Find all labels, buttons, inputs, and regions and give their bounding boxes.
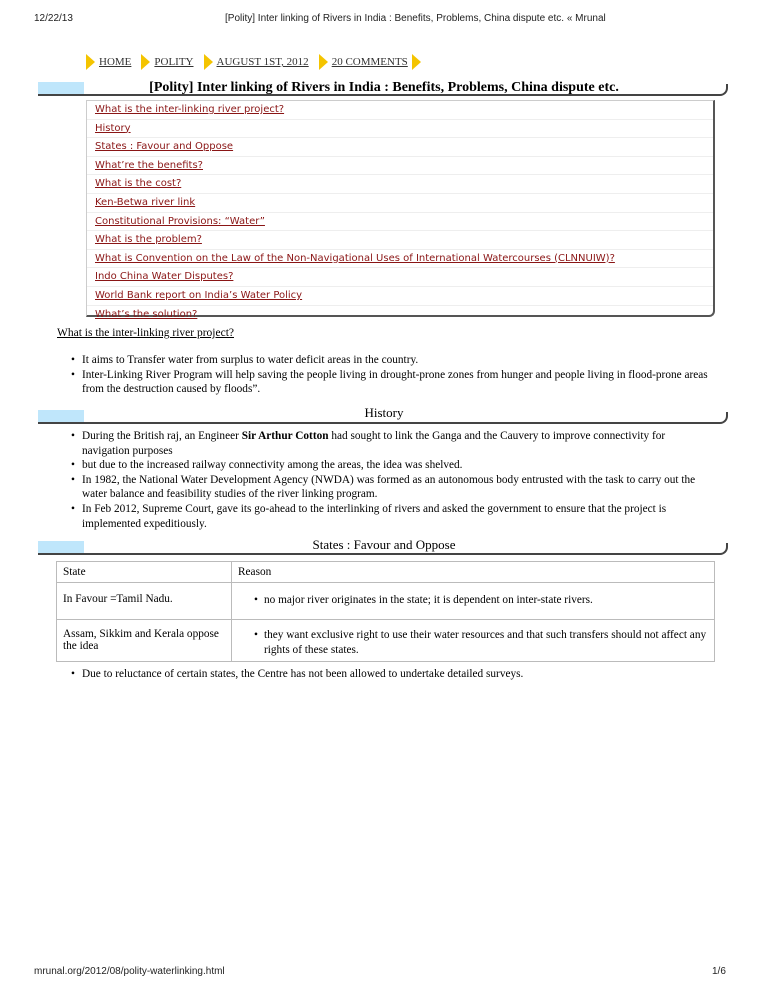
table-row — [57, 620, 715, 662]
list-item: • Inter-Linking River Program will help saving the people living in drought-prone zones from hunger and people living in flood-prone areas from the destruction caused by floods”. — [69, 368, 715, 397]
toc-link[interactable]: History — [87, 120, 713, 139]
chevron-right-icon — [141, 54, 150, 70]
chevron-right-icon — [412, 54, 421, 70]
states-heading: States : Favour and Oppose — [312, 537, 456, 552]
breadcrumb-comments[interactable]: 20 COMMENTS — [328, 56, 412, 68]
list-item: • Due to reluctance of certain states, the Centre has not been allowed to undertake detailed surveys. — [69, 667, 715, 682]
print-page-title: [Polity] Inter linking of Rivers in India : Benefits, Problems, China dispute etc. « Mrunal — [225, 13, 606, 24]
page-title: [Polity] Inter linking of Rivers in India : Benefits, Problems, China dispute etc. — [149, 80, 619, 95]
interlinking-list — [69, 353, 715, 397]
toc-link[interactable]: Constitutional Provisions: “Water” — [87, 213, 713, 232]
chevron-right-icon — [204, 54, 213, 70]
print-url: mrunal.org/2012/08/polity-waterlinking.html — [34, 966, 225, 977]
toc-link[interactable]: States : Favour and Oppose — [87, 138, 713, 157]
breadcrumb — [86, 54, 427, 70]
toc-link[interactable]: What is the inter-linking river project? — [87, 101, 713, 120]
section-heading-interlinking: What is the inter-linking river project? — [57, 327, 234, 339]
breadcrumb-date[interactable]: AUGUST 1ST, 2012 — [213, 56, 313, 68]
table-row — [57, 583, 715, 620]
print-page-number: 1/6 — [712, 966, 726, 977]
history-list — [69, 429, 715, 531]
print-date: 12/22/13 — [34, 13, 73, 24]
toc-link[interactable]: What’s the solution? — [95, 308, 198, 320]
states-after-list — [69, 667, 715, 682]
list-item: • but due to the increased railway connectivity among the areas, the idea was shelved. — [69, 458, 715, 473]
column-header-reason: Reason — [232, 562, 715, 583]
column-header-state: State — [57, 562, 232, 583]
chevron-right-icon — [86, 54, 95, 70]
reason-item: • no major river originates in the state; it is dependent on inter-state rivers. — [238, 593, 708, 608]
table-header-row — [57, 562, 715, 583]
toc-link[interactable]: Indo China Water Disputes? — [87, 268, 713, 287]
toc-link[interactable]: What is the cost? — [87, 175, 713, 194]
list-item: • In 1982, the National Water Development Agency (NWDA) was formed as an autonomous body entrusted with the task to carry out the water balance and feasibility studies of the river linking program. — [69, 473, 715, 502]
state-cell: Assam, Sikkim and Kerala oppose the idea — [57, 620, 232, 662]
history-heading: History — [364, 405, 404, 420]
states-table — [56, 561, 715, 662]
toc-link[interactable]: What is Convention on the Law of the Non-Navigational Uses of International Watercourses (CLNNUIW)? — [87, 250, 713, 269]
toc-link[interactable]: What is the problem? — [87, 231, 713, 250]
state-cell: In Favour =Tamil Nadu. — [57, 583, 232, 620]
table-of-contents — [86, 100, 715, 320]
reason-item: • they want exclusive right to use their water resources and that such transfers should not affect any rights of these states. — [238, 628, 708, 657]
list-item: • During the British raj, an Engineer Sir Arthur Cotton had sought to link the Ganga and the Cauvery to improve connectivity for navigation purposes — [69, 429, 715, 458]
toc-link[interactable]: Ken-Betwa river link — [87, 194, 713, 213]
breadcrumb-category[interactable]: POLITY — [150, 56, 197, 68]
toc-link[interactable]: What’re the benefits? — [87, 157, 713, 176]
breadcrumb-home[interactable]: HOME — [95, 56, 135, 68]
person-name: Sir Arthur Cotton — [241, 430, 329, 442]
list-item: • In Feb 2012, Supreme Court, gave its go-ahead to the interlinking of rivers and asked the government to ensure that the project is implemented expeditiously. — [69, 502, 715, 531]
toc-link[interactable]: World Bank report on India’s Water Policy — [87, 287, 713, 306]
chevron-right-icon — [319, 54, 328, 70]
list-item: • It aims to Transfer water from surplus to water deficit areas in the country. — [69, 353, 715, 368]
